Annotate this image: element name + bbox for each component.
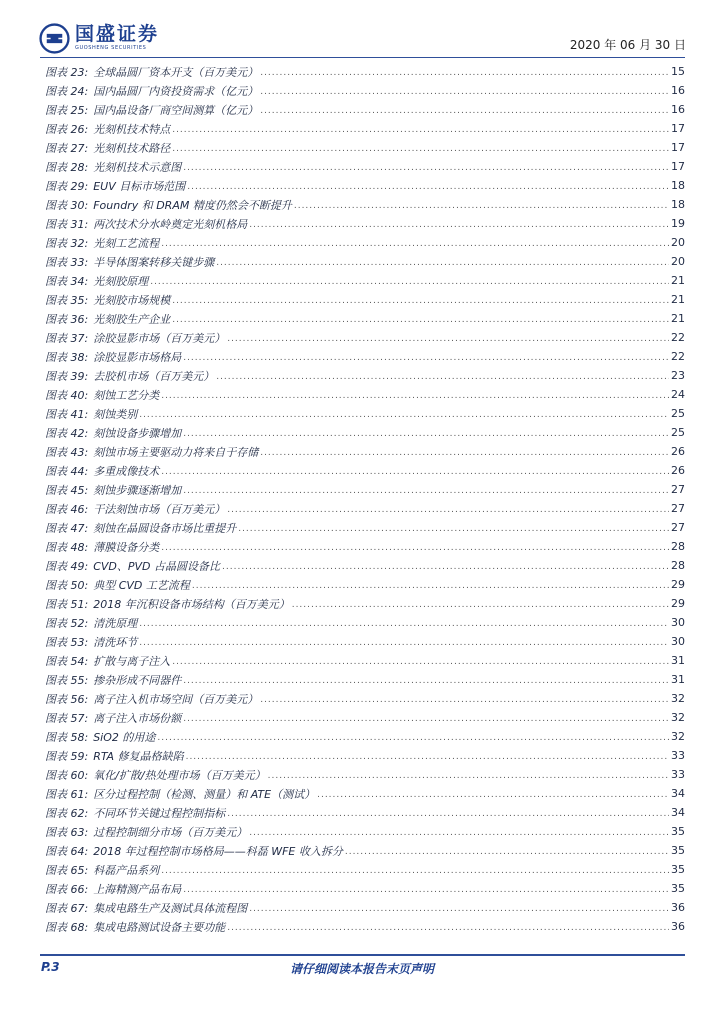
report-date: 2020 年 06 月 30 日 (569, 38, 686, 52)
dot-leader (260, 68, 669, 78)
figure-page-number: 30 (671, 635, 685, 648)
figure-page-number: 32 (671, 730, 685, 743)
figure-page-number: 22 (671, 350, 685, 363)
dot-leader (292, 600, 669, 610)
dot-leader (161, 467, 669, 477)
figure-number: 图表 60: (45, 768, 89, 782)
figure-title: EUV 目标市场范围 (93, 179, 186, 193)
figure-title: 两次技术分水岭奠定光刻机格局 (93, 217, 248, 231)
toc-entry[interactable] (45, 746, 685, 765)
figure-title: 光刻胶原理 (93, 274, 149, 288)
figure-number: 图表 27: (45, 141, 89, 155)
dot-leader (172, 125, 669, 135)
figure-title: 涂胶显影市场格局 (93, 350, 182, 364)
figure-number: 图表 66: (45, 882, 89, 896)
figure-page-number: 28 (671, 559, 685, 572)
figure-title: 国内晶圆厂内资投资需求（亿元） (93, 84, 259, 98)
figure-title: 典型 CVD 工艺流程 (93, 578, 190, 592)
toc-entry[interactable] (45, 100, 685, 119)
figure-title: 刻蚀工艺分类 (93, 388, 160, 402)
figure-number: 图表 61: (45, 787, 89, 801)
figure-number: 图表 30: (45, 198, 89, 212)
dot-leader (161, 239, 669, 249)
figure-number: 图表 37: (45, 331, 89, 345)
figure-page-number: 21 (671, 312, 685, 325)
figure-number: 图表 43: (45, 445, 89, 459)
toc-entry[interactable] (45, 537, 685, 556)
figure-page-number: 35 (671, 844, 685, 857)
figure-page-number: 31 (671, 654, 685, 667)
figure-page-number: 15 (671, 65, 685, 78)
toc-entry[interactable] (45, 347, 685, 366)
toc-entry[interactable] (45, 898, 685, 917)
dot-leader (238, 524, 669, 534)
figure-number: 图表 42: (45, 426, 89, 440)
toc-entry[interactable] (45, 803, 685, 822)
figure-page-number: 26 (671, 464, 685, 477)
toc-entry[interactable] (45, 518, 685, 537)
dot-leader (183, 714, 669, 724)
figure-page-number: 27 (671, 483, 685, 496)
figure-number: 图表 29: (45, 179, 89, 193)
figure-page-number: 24 (671, 388, 685, 401)
figure-number: 图表 55: (45, 673, 89, 687)
dot-leader (161, 391, 669, 401)
dot-leader (172, 657, 669, 667)
toc-entry[interactable] (45, 765, 685, 784)
figure-title: 不同环节关键过程控制指标 (93, 806, 226, 820)
figure-page-number: 34 (671, 806, 685, 819)
toc-entry[interactable] (45, 176, 685, 195)
dot-leader (187, 182, 669, 192)
figure-page-number: 16 (671, 103, 685, 116)
toc-entry[interactable] (45, 480, 685, 499)
figure-number: 图表 65: (45, 863, 89, 877)
toc-entry[interactable] (45, 784, 685, 803)
figure-page-number: 21 (671, 274, 685, 287)
brand-logo (39, 21, 159, 55)
figure-page-number: 25 (671, 426, 685, 439)
figure-list (45, 62, 685, 936)
figure-page-number: 31 (671, 673, 685, 686)
figure-title: 涂胶显影市场（百万美元） (93, 331, 226, 345)
figure-title: 光刻机技术路径 (93, 141, 171, 155)
toc-entry[interactable] (45, 252, 685, 271)
figure-page-number: 30 (671, 616, 685, 629)
figure-title: 清洗环节 (93, 635, 138, 649)
dot-leader (249, 904, 669, 914)
dot-leader (216, 258, 669, 268)
figure-page-number: 29 (671, 578, 685, 591)
dot-leader (317, 790, 669, 800)
figure-title: 掺杂形成不同器件 (93, 673, 182, 687)
figure-title: 全球晶圆厂资本开支（百万美元） (93, 65, 259, 79)
dot-leader (227, 334, 669, 344)
figure-page-number: 34 (671, 787, 685, 800)
figure-title: 集成电路测试设备主要功能 (93, 920, 226, 934)
figure-title: Foundry 和 DRAM 精度仍然会不断提升 (93, 198, 292, 212)
dot-leader (150, 277, 669, 287)
figure-title: 刻蚀在晶圆设备市场比重提升 (93, 521, 237, 535)
figure-number: 图表 23: (45, 65, 89, 79)
figure-page-number: 27 (671, 502, 685, 515)
dot-leader (249, 828, 669, 838)
figure-number: 图表 35: (45, 293, 89, 307)
figure-title: 去胶机市场（百万美元） (93, 369, 215, 383)
footer-divider (40, 954, 685, 956)
toc-entry[interactable] (45, 138, 685, 157)
figure-number: 图表 59: (45, 749, 89, 763)
figure-title: 刻蚀设备步骤增加 (93, 426, 182, 440)
dot-leader (216, 372, 669, 382)
dot-leader (183, 486, 669, 496)
figure-number: 图表 47: (45, 521, 89, 535)
figure-page-number: 33 (671, 768, 685, 781)
figure-number: 图表 67: (45, 901, 89, 915)
figure-page-number: 26 (671, 445, 685, 458)
toc-entry[interactable] (45, 575, 685, 594)
dot-leader (227, 505, 669, 515)
dot-leader (139, 619, 669, 629)
figure-number: 图表 34: (45, 274, 89, 288)
figure-number: 图表 56: (45, 692, 89, 706)
figure-title: 氧化/扩散/热处理市场（百万美元） (93, 768, 266, 782)
dot-leader (161, 543, 669, 553)
toc-entry[interactable] (45, 879, 685, 898)
dot-leader (227, 923, 669, 933)
toc-entry[interactable] (45, 271, 685, 290)
figure-page-number: 35 (671, 825, 685, 838)
figure-title: 刻蚀类别 (93, 407, 138, 421)
figure-page-number: 18 (671, 179, 685, 192)
figure-number: 图表 46: (45, 502, 89, 516)
figure-page-number: 29 (671, 597, 685, 610)
figure-page-number: 32 (671, 711, 685, 724)
figure-number: 图表 41: (45, 407, 89, 421)
dot-leader (222, 562, 669, 572)
page-header (0, 0, 724, 58)
toc-entry[interactable] (45, 81, 685, 100)
figure-page-number: 21 (671, 293, 685, 306)
dot-leader (294, 201, 669, 211)
toc-entry[interactable] (45, 195, 685, 214)
figure-page-number: 32 (671, 692, 685, 705)
figure-page-number: 17 (671, 141, 685, 154)
figure-title: 清洗原理 (93, 616, 138, 630)
figure-number: 图表 64: (45, 844, 89, 858)
toc-entry[interactable] (45, 708, 685, 727)
toc-entry[interactable] (45, 632, 685, 651)
toc-entry[interactable] (45, 556, 685, 575)
toc-entry[interactable] (45, 309, 685, 328)
dot-leader (161, 866, 669, 876)
figure-number: 图表 44: (45, 464, 89, 478)
figure-page-number: 19 (671, 217, 685, 230)
figure-title: 2018 年过程控制市场格局——科磊 WFE 收入拆分 (93, 844, 343, 858)
guosheng-logo-icon (39, 23, 70, 54)
figure-number: 图表 26: (45, 122, 89, 136)
figure-title: SiO2 的用途 (93, 730, 156, 744)
figure-title: 光刻胶生产企业 (93, 312, 171, 326)
toc-entry[interactable] (45, 62, 685, 81)
disclaimer-note: 请仔细阅读本报告末页声明 (289, 962, 434, 976)
dot-leader (139, 410, 669, 420)
toc-entry[interactable] (45, 404, 685, 423)
figure-page-number: 25 (671, 407, 685, 420)
toc-entry[interactable] (45, 157, 685, 176)
figure-page-number: 35 (671, 863, 685, 876)
toc-entry[interactable] (45, 860, 685, 879)
figure-page-number: 20 (671, 255, 685, 268)
toc-entry[interactable] (45, 499, 685, 518)
figure-number: 图表 58: (45, 730, 89, 744)
dot-leader (172, 296, 669, 306)
toc-entry[interactable] (45, 461, 685, 480)
figure-number: 图表 51: (45, 597, 89, 611)
toc-entry[interactable] (45, 290, 685, 309)
figure-number: 图表 68: (45, 920, 89, 934)
dot-leader (183, 163, 669, 173)
figure-page-number: 22 (671, 331, 685, 344)
dot-leader (192, 581, 669, 591)
figure-title: 干法刻蚀市场（百万美元） (93, 502, 226, 516)
dot-leader (227, 809, 669, 819)
figure-page-number: 16 (671, 84, 685, 97)
figure-number: 图表 33: (45, 255, 89, 269)
figure-title: 区分过程控制（检测、测量）和 ATE（测试） (93, 787, 316, 801)
figure-title: 光刻机技术特点 (93, 122, 171, 136)
figure-page-number: 23 (671, 369, 685, 382)
figure-number: 图表 57: (45, 711, 89, 725)
toc-entry[interactable] (45, 613, 685, 632)
dot-leader (183, 885, 669, 895)
figure-page-number: 17 (671, 122, 685, 135)
figure-title: CVD、PVD 占晶圆设备比 (93, 559, 221, 573)
toc-entry[interactable] (45, 328, 685, 347)
brand-name: 国盛证券 (75, 23, 160, 45)
figure-number: 图表 63: (45, 825, 89, 839)
toc-entry[interactable] (45, 233, 685, 252)
figure-number: 图表 40: (45, 388, 89, 402)
figure-title: 多重成像技术 (93, 464, 160, 478)
dot-leader (183, 676, 669, 686)
dot-leader (249, 220, 669, 230)
figure-page-number: 33 (671, 749, 685, 762)
figure-title: 半导体图案转移关键步骤 (93, 255, 215, 269)
figure-number: 图表 45: (45, 483, 89, 497)
figure-title: 集成电路生产及测试具体流程图 (93, 901, 248, 915)
brand-subtitle: GUOSHENG SECURITIES (75, 45, 147, 51)
toc-entry[interactable] (45, 651, 685, 670)
figure-title: 刻蚀步骤逐渐增加 (93, 483, 182, 497)
dot-leader (172, 144, 669, 154)
dot-leader (268, 771, 669, 781)
figure-number: 图表 62: (45, 806, 89, 820)
dot-leader (183, 429, 669, 439)
dot-leader (172, 315, 669, 325)
figure-page-number: 27 (671, 521, 685, 534)
figure-number: 图表 50: (45, 578, 89, 592)
figure-number: 图表 25: (45, 103, 89, 117)
toc-entry[interactable] (45, 594, 685, 613)
figure-number: 图表 52: (45, 616, 89, 630)
toc-entry[interactable] (45, 917, 685, 936)
figure-number: 图表 36: (45, 312, 89, 326)
figure-title: 过程控制细分市场（百万美元） (93, 825, 248, 839)
dot-leader (260, 87, 669, 97)
figure-title: 科磊产品系列 (93, 863, 160, 877)
dot-leader (345, 847, 669, 857)
toc-entry[interactable] (45, 689, 685, 708)
dot-leader (183, 353, 669, 363)
figure-page-number: 36 (671, 901, 685, 914)
toc-entry[interactable] (45, 670, 685, 689)
figure-title: 扩散与离子注入 (93, 654, 171, 668)
figure-title: 光刻胶市场规模 (93, 293, 171, 307)
figure-title: 2018 年沉积设备市场结构（百万美元） (93, 597, 290, 611)
figure-title: 国内晶设备厂商空间测算（亿元） (93, 103, 259, 117)
figure-page-number: 36 (671, 920, 685, 933)
dot-leader (260, 448, 669, 458)
toc-entry[interactable] (45, 366, 685, 385)
toc-entry[interactable] (45, 385, 685, 404)
page-number: P.3 (41, 960, 60, 974)
toc-entry[interactable] (45, 727, 685, 746)
figure-title: 离子注入机市场空间（百万美元） (93, 692, 259, 706)
toc-entry[interactable] (45, 841, 685, 860)
toc-entry[interactable] (45, 442, 685, 461)
figure-page-number: 28 (671, 540, 685, 553)
figure-title: 上海精测产品布局 (93, 882, 182, 896)
figure-number: 图表 39: (45, 369, 89, 383)
dot-leader (186, 752, 669, 762)
figure-page-number: 35 (671, 882, 685, 895)
dot-leader (260, 106, 669, 116)
figure-number: 图表 49: (45, 559, 89, 573)
dot-leader (139, 638, 669, 648)
figure-page-number: 17 (671, 160, 685, 173)
figure-page-number: 20 (671, 236, 685, 249)
figure-number: 图表 38: (45, 350, 89, 364)
figure-number: 图表 54: (45, 654, 89, 668)
figure-number: 图表 31: (45, 217, 89, 231)
figure-number: 图表 28: (45, 160, 89, 174)
figure-number: 图表 53: (45, 635, 89, 649)
figure-title: 光刻机技术示意图 (93, 160, 182, 174)
toc-entry[interactable] (45, 119, 685, 138)
dot-leader (260, 695, 669, 705)
figure-title: 刻蚀市场主要驱动力将来自于存储 (93, 445, 259, 459)
toc-entry[interactable] (45, 423, 685, 442)
header-divider (40, 57, 685, 58)
figure-title: 光刻工艺流程 (93, 236, 160, 250)
figure-number: 图表 24: (45, 84, 89, 98)
figure-title: 离子注入市场份额 (93, 711, 182, 725)
figure-number: 图表 48: (45, 540, 89, 554)
toc-entry[interactable] (45, 822, 685, 841)
toc-entry[interactable] (45, 214, 685, 233)
dot-leader (157, 733, 669, 743)
figure-page-number: 18 (671, 198, 685, 211)
figure-number: 图表 32: (45, 236, 89, 250)
figure-title: 薄膜设备分类 (93, 540, 160, 554)
figure-title: RTA 修复晶格缺陷 (93, 749, 184, 763)
